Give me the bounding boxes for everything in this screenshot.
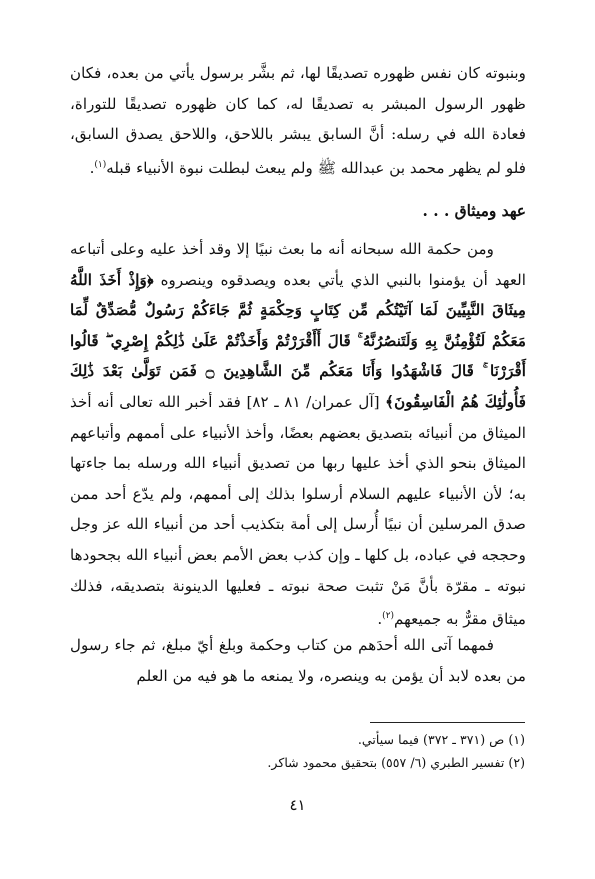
paragraph-covenant-end: . bbox=[377, 610, 383, 629]
footnote-ref-1: (١) bbox=[94, 159, 107, 170]
paragraph-covenant-intro: ومن حكمة الله سبحانه أنه ما بعث نبيًا إلا وقد أخذ عليه وعلى أتباعه العهد أن يؤمنوا بالنبي الذي يأتي بعده ويصدقوه وينصروه bbox=[70, 240, 526, 289]
paragraph-covenant-body: [آل عمران/ ٨١ ـ ٨٢] فقد أخبر الله تعالى أنه أخذ الميثاق من أنبيائه بتصديق بعضهم بعضًا، وأخذ الأنبياء على أممهم وأتباعهم الميثاق بنحو الذي أخذ عليها ربها من تصديق أنبياء الله ورسله بما جاءتها به؛ لأن الأنبياء عليهم السلام أرسلوا بذلك إلى أممهم، ولم يدّع أحد ممن صدق المرسلين أن نبيًا أُرسل إلى أمة بتكذيب أحد من أنبياء الله عز وجل وحججه في عباده، بل كلها ـ وإن كذب بعض الأمم بعض أنبياء الله بجحودها نبوته ـ مقرّة بأنَّ مَنْ تثبت صحة نبوته ـ فعليها الدينونة بتصديقه، فذلك ميثاق مقرٌّ به جميعهم bbox=[70, 392, 526, 629]
footnote-1: (١) ص (٣٧١ ـ ٣٧٢) فيما سيأتي. bbox=[357, 732, 525, 747]
paragraph-intro-text: وبنبوته كان نفس ظهوره تصديقًا لها، ثم بشَّر برسول يأتي من بعده، فكان ظهور الرسول المبشر به تصديقًا له، كما كان ظهوره تصديقًا للتوراة، فعادة الله في رسله: أنَّ السابق يبشر باللاحق، واللاحق يصدق السابق، فلو لم يظهر محمد بن عبدالله ﷺ ولم يبعث لبطلت نبوة الأنبياء قبله bbox=[70, 64, 526, 177]
footnote-2: (٢) تفسير الطبري (٦/ ٥٥٧) بتحقيق محمود شاكر. bbox=[267, 755, 525, 770]
footnote-ref-2: (٢) bbox=[382, 611, 395, 622]
page-number: ٤١ bbox=[289, 796, 306, 814]
paragraph-conclusion bbox=[70, 630, 526, 691]
quran-verse: ﴿وَإِذْ أَخَذَ اللَّهُ مِيثَاقَ النَّبِيِّينَ لَمَا آتَيْتُكُم مِّن كِتَابٍ وَحِكْمَةٍ ثُمَّ جَاءَكُمْ رَسُولٌ مُّصَدِّقٌ لِّمَا مَعَكُمْ لَتُؤْمِنُنَّ بِهِ وَلَتَنصُرُنَّهُ ۚ قَالَ أَأَقْرَرْتُمْ وَأَخَذْتُمْ عَلَىٰ ذَٰلِكُمْ إِصْرِي ۖ قَالُوا أَقْرَرْنَا ۚ قَالَ فَاشْهَدُوا وَأَنَا مَعَكُم مِّنَ الشَّاهِدِينَ ۝ فَمَن تَوَلَّىٰ بَعْدَ ذَٰلِكَ فَأُولَٰئِكَ هُمُ الْفَاسِقُونَ﴾ bbox=[70, 270, 527, 411]
paragraph-intro bbox=[70, 58, 526, 183]
footnotes bbox=[100, 728, 525, 774]
section-heading: عهد وميثاق . . . bbox=[422, 202, 526, 220]
paragraph-conclusion-text: فمهما آتى الله أحدَهم من كتاب وحكمة وبلغ أيّ مبلغ، ثم جاء رسول من بعده لابد أن يؤمن به وينصره، ولا يمنعه ما هو فيه من العلم bbox=[70, 636, 526, 685]
paragraph-covenant bbox=[70, 234, 526, 635]
paragraph-intro-end: . bbox=[89, 158, 95, 177]
footnote-divider bbox=[370, 722, 525, 723]
